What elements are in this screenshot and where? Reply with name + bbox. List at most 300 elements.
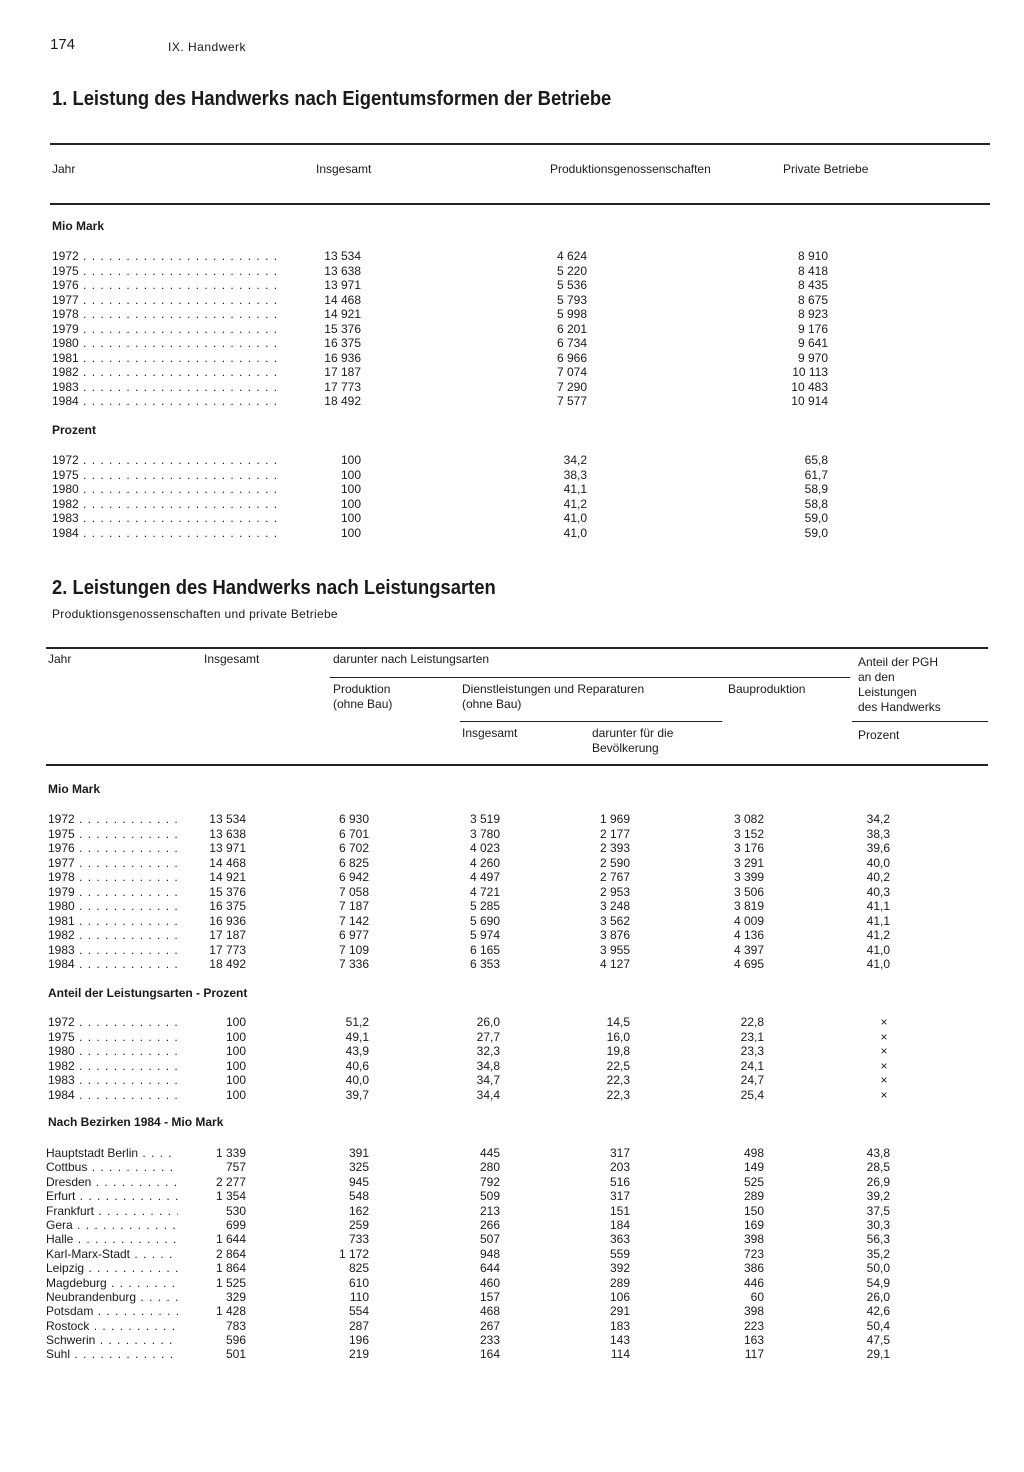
cell-bauproduktion: 4 397 <box>733 942 764 957</box>
cell-insgesamt: 596 <box>225 1333 246 1348</box>
cell-bauproduktion: 525 <box>743 1174 764 1189</box>
t2-col-prozent: Prozent <box>858 728 900 742</box>
cell-insgesamt: 757 <box>225 1160 246 1175</box>
table2-title: 2. Leistungen des Handwerks nach Leistungsarten <box>52 577 496 599</box>
cell-bauproduktion: 289 <box>743 1189 764 1204</box>
table1-top-rule <box>50 143 990 145</box>
cell-dienstleistungen: 34,4 <box>476 1087 500 1102</box>
cell-bezirk: Potsdam . . . <box>46 1304 178 1318</box>
cell-privat: 58,9 <box>804 482 828 496</box>
cell-jahr: 1983 . . . <box>48 1073 178 1087</box>
cell-produktion: 39,7 <box>345 1087 369 1102</box>
cell-jahr: 1984 . . . <box>48 1088 178 1102</box>
cell-produktion: 6 942 <box>338 870 369 884</box>
cell-produktion: 6 825 <box>338 855 369 870</box>
cell-jahr: 1975 . . . <box>52 264 282 278</box>
cell-dienstleistungen: 6 165 <box>469 942 500 957</box>
cell-produktion: 825 <box>348 1261 369 1276</box>
cell-bezirk: Cottbus . . . <box>46 1160 178 1174</box>
cell-bevoelkerung: 22,3 <box>606 1073 630 1087</box>
cell-anteil-pgh: × <box>880 1044 888 1058</box>
cell-jahr: 1976 . . . <box>48 841 178 855</box>
table-row <box>48 1059 948 1074</box>
cell-bevoelkerung: 183 <box>609 1318 630 1333</box>
table-row <box>46 1347 946 1361</box>
cell-anteil-pgh: 50,0 <box>866 1261 890 1276</box>
cell-dienstleistungen: 4 721 <box>469 884 500 899</box>
cell-insgesamt: 1 525 <box>215 1275 246 1290</box>
cell-bevoelkerung: 317 <box>609 1189 630 1204</box>
cell-dienstleistungen: 5 690 <box>469 913 500 928</box>
cell-privat: 61,7 <box>804 467 828 482</box>
cell-jahr: 1984 . . . <box>48 957 178 971</box>
cell-insgesamt: 100 <box>340 467 361 482</box>
chapter-title: IX. Handwerk <box>168 40 247 54</box>
cell-insgesamt: 14 468 <box>209 855 246 870</box>
table-row <box>48 812 948 827</box>
table-row <box>48 885 948 900</box>
table-row <box>52 497 952 512</box>
cell-bevoelkerung: 184 <box>609 1217 630 1232</box>
cell-privat: 65,8 <box>804 453 828 467</box>
cell-jahr: 1975 . . . <box>52 468 282 482</box>
cell-insgesamt: 100 <box>340 496 361 511</box>
cell-pgh: 6 734 <box>556 336 587 350</box>
t1-col-insgesamt: Insgesamt <box>316 162 372 176</box>
cell-bevoelkerung: 559 <box>609 1246 630 1261</box>
cell-insgesamt: 16 936 <box>324 350 361 365</box>
cell-privat: 8 418 <box>797 263 828 278</box>
cell-dienstleistungen: 4 497 <box>469 870 500 884</box>
cell-pgh: 7 074 <box>556 365 587 379</box>
cell-anteil-pgh: × <box>880 1087 888 1102</box>
cell-bevoelkerung: 4 127 <box>599 957 630 971</box>
cell-produktion: 7 187 <box>338 899 369 913</box>
cell-bauproduktion: 117 <box>744 1347 764 1362</box>
cell-bevoelkerung: 3 248 <box>599 899 630 913</box>
cell-jahr: 1983 . . . <box>52 511 282 525</box>
cell-bauproduktion: 4 136 <box>733 928 764 942</box>
cell-bevoelkerung: 106 <box>609 1289 630 1304</box>
cell-bevoelkerung: 289 <box>609 1275 630 1290</box>
cell-anteil-pgh: 29,1 <box>866 1347 890 1362</box>
table-row <box>52 482 952 497</box>
cell-dienstleistungen: 34,8 <box>476 1058 500 1073</box>
cell-bauproduktion: 386 <box>743 1261 764 1276</box>
t2-body-anteil <box>48 1015 948 1102</box>
cell-jahr: 1972 . . . <box>52 453 282 467</box>
cell-insgesamt: 100 <box>225 1073 246 1087</box>
table-row <box>52 365 952 380</box>
cell-bevoelkerung: 516 <box>609 1174 630 1189</box>
t2-col-darunter: darunter nach Leistungsarten <box>333 652 490 666</box>
cell-bauproduktion: 3 082 <box>733 812 764 826</box>
table-row <box>46 1290 946 1304</box>
page-number: 174 <box>50 36 76 53</box>
cell-insgesamt: 15 376 <box>324 321 361 336</box>
table-row <box>48 1015 948 1030</box>
cell-insgesamt: 17 773 <box>324 379 361 394</box>
cell-pgh: 7 577 <box>556 394 587 408</box>
cell-bevoelkerung: 143 <box>609 1333 630 1348</box>
cell-bauproduktion: 23,1 <box>740 1029 764 1044</box>
t1-section-label: Prozent <box>52 423 97 437</box>
cell-anteil-pgh: 47,5 <box>866 1333 890 1348</box>
cell-privat: 9 970 <box>797 350 828 365</box>
cell-pgh: 5 998 <box>556 307 587 321</box>
cell-dienstleistungen: 468 <box>479 1304 500 1319</box>
cell-produktion: 162 <box>348 1203 369 1218</box>
cell-bauproduktion: 3 506 <box>733 884 764 899</box>
table-row <box>46 1189 946 1203</box>
table-row <box>52 336 952 351</box>
table2-top-rule <box>46 647 988 649</box>
cell-insgesamt: 18 492 <box>324 394 361 408</box>
cell-anteil-pgh: 43,8 <box>866 1146 890 1160</box>
cell-insgesamt: 14 921 <box>324 307 361 321</box>
table-row <box>52 278 952 293</box>
t2-section-label: Anteil der Leistungsarten - Prozent <box>48 986 248 1000</box>
cell-insgesamt: 1 354 <box>215 1189 246 1204</box>
cell-privat: 10 113 <box>792 365 828 379</box>
cell-dienstleistungen: 32,3 <box>476 1044 500 1058</box>
cell-dienstleistungen: 3 780 <box>469 826 500 841</box>
cell-insgesamt: 1 644 <box>215 1232 246 1247</box>
cell-jahr: 1977 . . . <box>52 293 282 307</box>
cell-insgesamt: 783 <box>225 1318 246 1333</box>
cell-dienstleistungen: 5 974 <box>469 928 500 942</box>
cell-jahr: 1972 . . . <box>48 1015 178 1029</box>
table-row <box>46 1218 946 1232</box>
cell-produktion: 7 058 <box>338 884 369 899</box>
cell-jahr: 1975 . . . <box>48 1030 178 1044</box>
table-row <box>52 264 952 279</box>
cell-insgesamt: 15 376 <box>209 884 246 899</box>
cell-bevoelkerung: 2 393 <box>599 841 630 855</box>
table-row <box>52 380 952 395</box>
cell-bauproduktion: 3 152 <box>733 826 764 841</box>
cell-produktion: 733 <box>348 1232 369 1247</box>
cell-produktion: 110 <box>349 1289 369 1304</box>
cell-produktion: 219 <box>348 1347 369 1362</box>
cell-anteil-pgh: 26,0 <box>866 1289 890 1304</box>
table-row <box>52 307 952 322</box>
cell-jahr: 1980 . . . <box>52 336 282 350</box>
cell-bauproduktion: 398 <box>743 1304 764 1319</box>
cell-privat: 8 910 <box>797 249 828 263</box>
cell-jahr: 1979 . . . <box>48 885 178 899</box>
cell-bezirk: Erfurt . . . <box>46 1189 178 1203</box>
cell-bezirk: Frankfurt . . . <box>46 1204 178 1218</box>
cell-bevoelkerung: 3 876 <box>599 928 630 942</box>
cell-anteil-pgh: × <box>880 1058 888 1073</box>
cell-insgesamt: 13 534 <box>324 249 361 263</box>
table-row <box>46 1175 946 1189</box>
cell-pgh: 5 536 <box>556 278 587 292</box>
cell-anteil-pgh: 39,2 <box>866 1189 890 1204</box>
cell-anteil-pgh: 42,6 <box>866 1304 890 1319</box>
table-row <box>52 249 952 264</box>
cell-bauproduktion: 149 <box>743 1160 764 1175</box>
cell-dienstleistungen: 233 <box>479 1333 500 1348</box>
cell-bauproduktion: 4 695 <box>733 957 764 971</box>
cell-dienstleistungen: 26,0 <box>476 1015 500 1029</box>
cell-jahr: 1982 . . . <box>48 1059 178 1073</box>
cell-bauproduktion: 24,1 <box>740 1058 764 1073</box>
cell-bezirk: Schwerin . . . <box>46 1333 178 1347</box>
cell-dienstleistungen: 445 <box>479 1146 500 1160</box>
cell-insgesamt: 14 921 <box>209 870 246 884</box>
cell-anteil-pgh: 40,2 <box>866 870 890 884</box>
cell-insgesamt: 100 <box>225 1044 246 1058</box>
table-row <box>46 1304 946 1318</box>
cell-anteil-pgh: 39,6 <box>866 841 890 855</box>
cell-jahr: 1977 . . . <box>48 856 178 870</box>
cell-pgh: 6 966 <box>556 350 587 365</box>
cell-insgesamt: 13 638 <box>209 826 246 841</box>
table-row <box>52 511 952 526</box>
cell-bevoelkerung: 16,0 <box>606 1029 630 1044</box>
cell-pgh: 41,0 <box>563 525 587 540</box>
cell-dienstleistungen: 164 <box>479 1347 500 1362</box>
t1-body-mio <box>52 249 952 409</box>
cell-bevoelkerung: 3 562 <box>599 913 630 928</box>
cell-bauproduktion: 498 <box>743 1146 764 1160</box>
cell-bezirk: Dresden . . . <box>46 1175 178 1189</box>
cell-jahr: 1983 . . . <box>48 943 178 957</box>
cell-anteil-pgh: 26,9 <box>866 1174 890 1189</box>
t2-col-jahr: Jahr <box>48 652 72 666</box>
cell-bezirk: Leipzig . . . <box>46 1261 178 1275</box>
t2-anteil-rule <box>852 721 988 722</box>
cell-dienstleistungen: 34,7 <box>476 1073 500 1087</box>
cell-insgesamt: 17 187 <box>209 928 246 942</box>
t1-section-label: Mio Mark <box>52 219 105 233</box>
table-row <box>48 827 948 842</box>
t2-col-anteil-pgh: Anteil der PGH an den Leistungen des Handwerks <box>858 655 941 714</box>
cell-insgesamt: 501 <box>225 1347 246 1362</box>
cell-produktion: 259 <box>348 1217 369 1232</box>
cell-pgh: 5 220 <box>556 263 587 278</box>
table-row <box>46 1204 946 1218</box>
cell-insgesamt: 2 277 <box>215 1174 246 1189</box>
table-row <box>48 841 948 856</box>
cell-anteil-pgh: 56,3 <box>866 1232 890 1247</box>
table-row <box>48 899 948 914</box>
cell-jahr: 1972 . . . <box>48 812 178 826</box>
cell-bauproduktion: 3 399 <box>733 870 764 884</box>
cell-bevoelkerung: 291 <box>609 1304 630 1319</box>
cell-bevoelkerung: 2 590 <box>599 855 630 870</box>
table-row <box>46 1276 946 1290</box>
t2-body-bezirke <box>46 1146 946 1362</box>
cell-anteil-pgh: 30,3 <box>866 1217 890 1232</box>
cell-bauproduktion: 24,7 <box>740 1073 764 1087</box>
cell-bezirk: Magdeburg . . . <box>46 1276 178 1290</box>
table1-title: 1. Leistung des Handwerks nach Eigentumsformen der Betriebe <box>52 88 612 110</box>
cell-produktion: 548 <box>348 1189 369 1204</box>
cell-privat: 9 641 <box>797 336 828 350</box>
cell-jahr: 1984 . . . <box>52 526 282 540</box>
t2-section-label: Nach Bezirken 1984 - Mio Mark <box>48 1115 224 1129</box>
table-row <box>48 870 948 885</box>
cell-dienstleistungen: 507 <box>479 1232 500 1247</box>
cell-privat: 8 675 <box>797 292 828 307</box>
cell-anteil-pgh: 41,1 <box>866 913 890 928</box>
table-row <box>52 468 952 483</box>
cell-anteil-pgh: 41,0 <box>866 957 890 971</box>
cell-insgesamt: 530 <box>225 1203 246 1218</box>
t2-body-mio <box>48 812 948 972</box>
cell-insgesamt: 13 534 <box>209 812 246 826</box>
cell-jahr: 1982 . . . <box>52 497 282 511</box>
cell-anteil-pgh: 54,9 <box>866 1275 890 1290</box>
cell-insgesamt: 100 <box>225 1087 246 1102</box>
table-row <box>46 1232 946 1246</box>
table-row <box>46 1160 946 1174</box>
cell-bevoelkerung: 2 177 <box>599 826 630 841</box>
cell-bevoelkerung: 363 <box>609 1232 630 1247</box>
cell-bauproduktion: 169 <box>743 1217 764 1232</box>
cell-insgesamt: 100 <box>340 525 361 540</box>
cell-dienstleistungen: 266 <box>479 1217 500 1232</box>
cell-insgesamt: 1 428 <box>215 1304 246 1319</box>
table2-head-rule <box>46 764 988 766</box>
cell-anteil-pgh: 34,2 <box>866 812 890 826</box>
cell-jahr: 1983 . . . <box>52 380 282 394</box>
cell-dienstleistungen: 157 <box>479 1289 500 1304</box>
cell-jahr: 1975 . . . <box>48 827 178 841</box>
cell-dienstleistungen: 644 <box>479 1261 500 1276</box>
cell-produktion: 49,1 <box>345 1029 369 1044</box>
cell-privat: 10 914 <box>791 394 828 408</box>
cell-bauproduktion: 3 176 <box>733 841 764 855</box>
cell-produktion: 610 <box>348 1275 369 1290</box>
cell-bezirk: Hauptstadt Berlin . . . <box>46 1146 178 1160</box>
cell-bauproduktion: 446 <box>743 1275 764 1290</box>
cell-bevoelkerung: 22,3 <box>606 1087 630 1102</box>
cell-jahr: 1978 . . . <box>48 870 178 884</box>
cell-anteil-pgh: 40,0 <box>866 855 890 870</box>
cell-dienstleistungen: 3 519 <box>469 812 500 826</box>
cell-privat: 10 483 <box>791 379 828 394</box>
cell-insgesamt: 100 <box>225 1015 246 1029</box>
cell-jahr: 1980 . . . <box>48 899 178 913</box>
table-row <box>52 394 952 409</box>
cell-bauproduktion: 23,3 <box>740 1044 764 1058</box>
cell-bauproduktion: 3 291 <box>733 855 764 870</box>
cell-insgesamt: 100 <box>225 1029 246 1044</box>
t2-col-bauproduktion: Bauproduktion <box>728 682 806 696</box>
cell-bauproduktion: 723 <box>743 1246 764 1261</box>
table-row <box>48 943 948 958</box>
cell-dienstleistungen: 948 <box>479 1246 500 1261</box>
cell-insgesamt: 16 375 <box>209 899 246 913</box>
cell-insgesamt: 16 936 <box>209 913 246 928</box>
cell-insgesamt: 13 638 <box>324 263 361 278</box>
t2-col-produktion: Produktion (ohne Bau) <box>333 682 393 711</box>
cell-produktion: 51,2 <box>345 1015 369 1029</box>
cell-insgesamt: 100 <box>340 482 361 496</box>
cell-pgh: 41,2 <box>563 496 587 511</box>
cell-jahr: 1982 . . . <box>48 928 178 942</box>
cell-insgesamt: 16 375 <box>324 336 361 350</box>
cell-produktion: 6 702 <box>338 841 369 855</box>
cell-anteil-pgh: 41,1 <box>866 899 890 913</box>
cell-bauproduktion: 163 <box>743 1333 764 1348</box>
cell-bevoelkerung: 2 767 <box>599 870 630 884</box>
t1-col-privat: Private Betriebe <box>783 162 869 176</box>
cell-insgesamt: 1 339 <box>215 1146 246 1160</box>
cell-bezirk: Suhl . . . <box>46 1347 178 1361</box>
cell-dienstleistungen: 280 <box>479 1160 500 1175</box>
cell-pgh: 41,1 <box>563 482 587 496</box>
t2-col-dienst-insgesamt: Insgesamt <box>462 726 518 740</box>
cell-privat: 59,0 <box>804 511 828 525</box>
cell-bauproduktion: 223 <box>743 1318 764 1333</box>
t2-darunter-rule <box>330 677 850 678</box>
table-row <box>48 1088 948 1103</box>
cell-pgh: 41,0 <box>563 511 587 525</box>
cell-bezirk: Neubrandenburg . . . <box>46 1290 178 1304</box>
table2-subtitle: Produktionsgenossenschaften und private Betriebe <box>52 607 338 621</box>
cell-pgh: 4 624 <box>556 249 587 263</box>
cell-produktion: 43,9 <box>345 1044 369 1058</box>
cell-bevoelkerung: 151 <box>609 1203 630 1218</box>
table-row <box>48 1030 948 1045</box>
table-row <box>46 1319 946 1333</box>
cell-jahr: 1979 . . . <box>52 322 282 336</box>
cell-bevoelkerung: 317 <box>609 1146 630 1160</box>
t2-section-label: Mio Mark <box>48 782 101 796</box>
cell-anteil-pgh: 35,2 <box>866 1246 890 1261</box>
cell-dienstleistungen: 4 260 <box>469 855 500 870</box>
cell-dienstleistungen: 27,7 <box>476 1029 500 1044</box>
cell-anteil-pgh: 37,5 <box>866 1203 890 1218</box>
cell-jahr: 1980 . . . <box>52 482 282 496</box>
t1-col-jahr: Jahr <box>52 162 76 176</box>
cell-insgesamt: 699 <box>225 1217 246 1232</box>
cell-dienstleistungen: 460 <box>479 1275 500 1290</box>
cell-produktion: 7 109 <box>338 942 369 957</box>
cell-bevoelkerung: 114 <box>610 1347 630 1362</box>
cell-insgesamt: 100 <box>225 1058 246 1073</box>
cell-produktion: 554 <box>348 1304 369 1319</box>
cell-produktion: 287 <box>348 1318 369 1333</box>
t2-col-dienstleistungen: Dienstleistungen und Reparaturen (ohne Bau) <box>462 682 645 711</box>
cell-privat: 8 923 <box>797 307 828 321</box>
cell-anteil-pgh: × <box>880 1073 888 1087</box>
cell-jahr: 1984 . . . <box>52 394 282 408</box>
table-row <box>52 351 952 366</box>
cell-insgesamt: 18 492 <box>209 957 246 971</box>
cell-jahr: 1972 . . . <box>52 249 282 263</box>
table-row <box>48 1044 948 1059</box>
cell-pgh: 5 793 <box>556 292 587 307</box>
cell-insgesamt: 14 468 <box>324 292 361 307</box>
t1-col-pgh: Produktionsgenossenschaften <box>550 162 711 176</box>
cell-dienstleistungen: 4 023 <box>469 841 500 855</box>
cell-produktion: 945 <box>348 1174 369 1189</box>
cell-bevoelkerung: 14,5 <box>606 1015 630 1029</box>
cell-produktion: 6 977 <box>338 928 369 942</box>
cell-produktion: 6 930 <box>338 812 369 826</box>
cell-anteil-pgh: 38,3 <box>866 826 890 841</box>
table1-head-rule <box>50 203 990 205</box>
table-row <box>48 914 948 929</box>
cell-insgesamt: 13 971 <box>209 841 246 855</box>
table-row <box>46 1146 946 1160</box>
